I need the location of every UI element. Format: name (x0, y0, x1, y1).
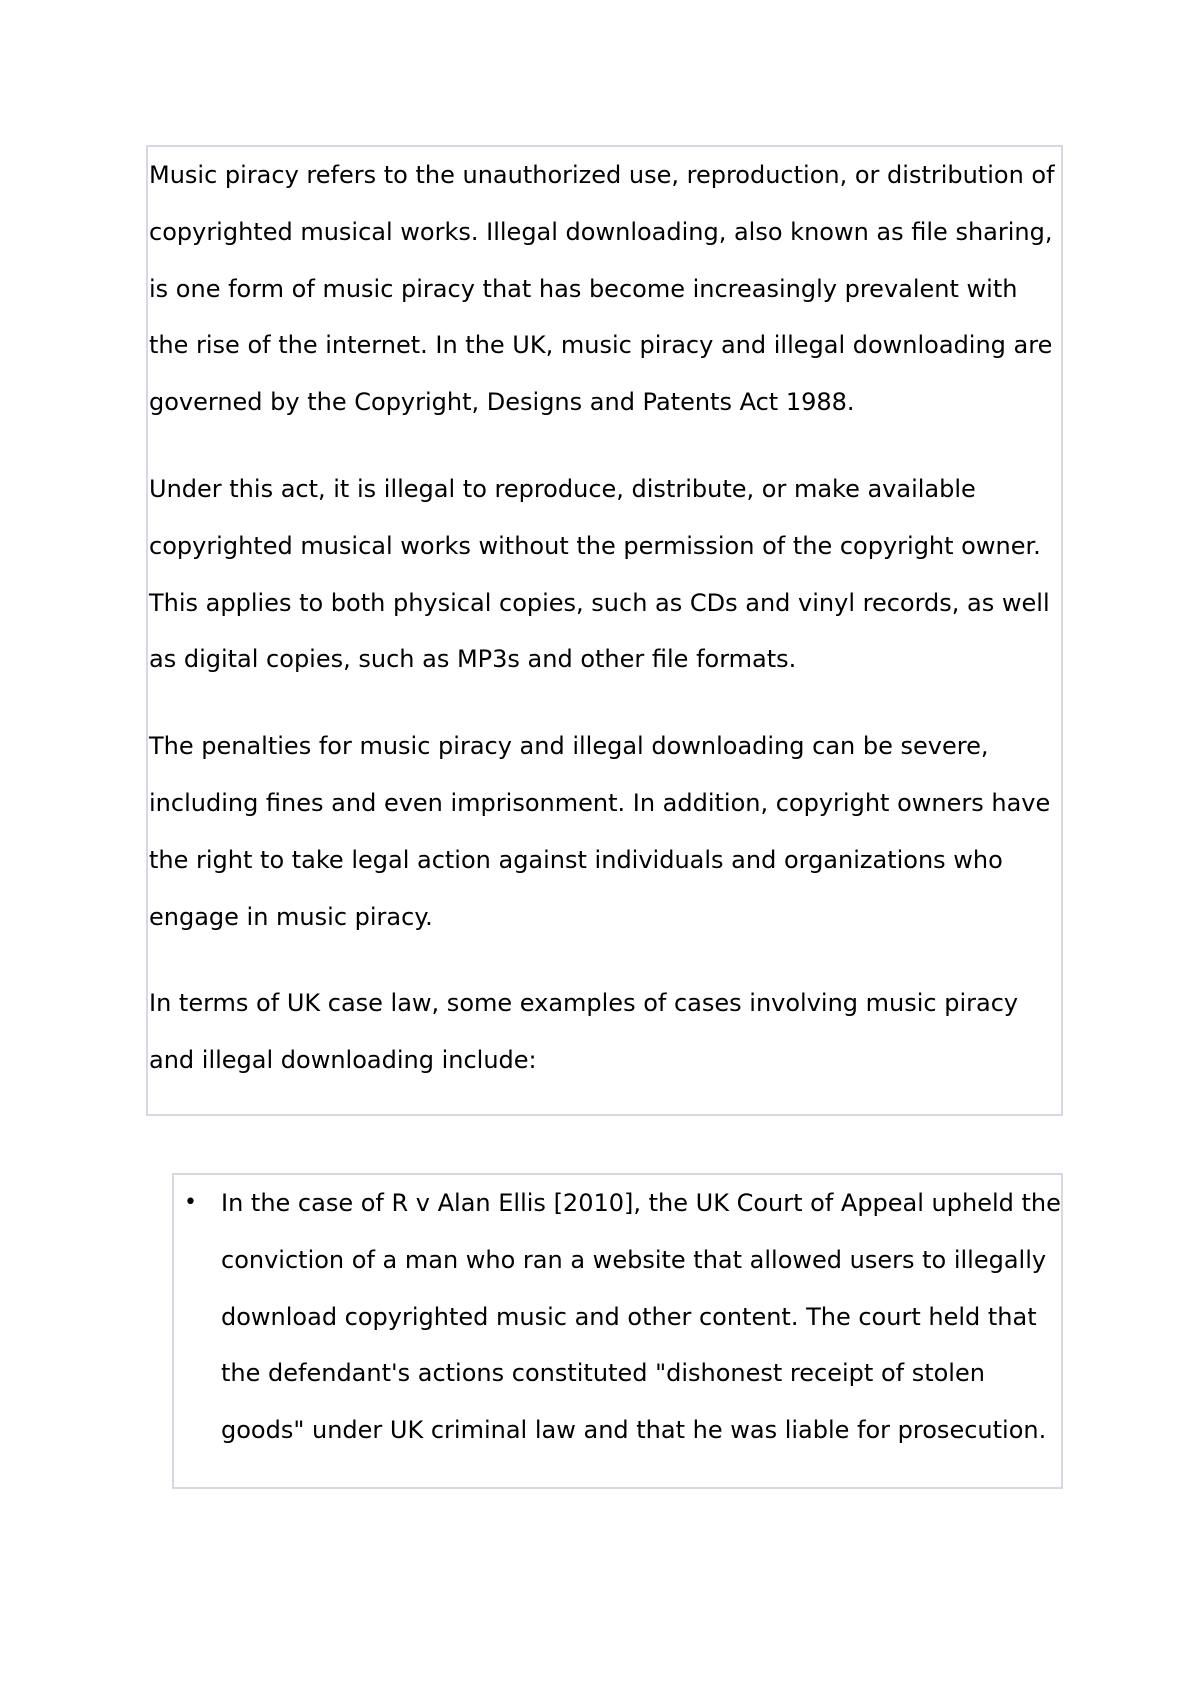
case-list-block (172, 1173, 1063, 1489)
list-item (174, 1175, 1061, 1459)
body-text-block (146, 145, 1063, 1116)
list-item-text: In the case of R v Alan Ellis [2010], the UK Court of Appeal upheld the conviction of a man who ran a website that allowed users to illegally download copyrighted music and other content. The court held that the defendant's actions constituted "dishonest receipt of stolen goods" under UK criminal law and that he was liable for prosecution. (221, 1189, 1061, 1445)
case-list (174, 1175, 1061, 1459)
paragraph-penalties: The penalties for music piracy and illegal downloading can be severe, including fines and even imprisonment. In addition, copyright owners have the right to take legal action against individuals and organizations who engage in music piracy. (149, 732, 1051, 931)
paragraph-case-law: In terms of UK case law, some examples of cases involving music piracy and illegal downloading include: (149, 989, 1019, 1075)
paragraph-act: Under this act, it is illegal to reproduce, distribute, or make available copyrighted musical works without the permission of the copyright owner. This applies to both physical copies, such as CDs and vinyl records, as well as digital copies, such as MP3s and other file formats. (149, 474, 1050, 674)
bullet-icon: • (184, 1190, 197, 1215)
paragraph-intro: Music piracy refers to the unauthorized use, reproduction, or distribution of copyrighted musical works. Illegal downloading, also known as file sharing, is one form of music piracy that has become increasingly prevalent with the rise of the internet. In the UK, music piracy and illegal downloading are governed by the Copyright, Designs and Patents Act 1988. (149, 161, 1055, 417)
